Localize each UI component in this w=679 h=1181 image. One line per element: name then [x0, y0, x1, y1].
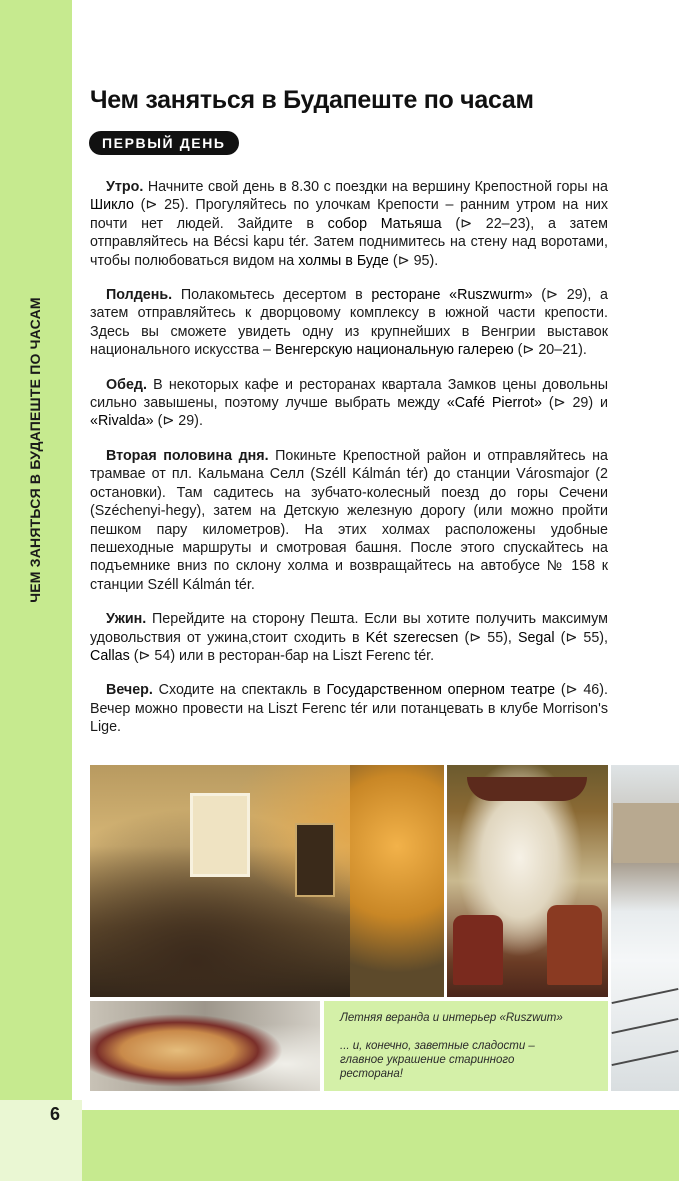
photo-detail — [612, 1050, 679, 1066]
photo-detail — [467, 777, 587, 801]
paragraph-noon — [90, 286, 608, 360]
paragraph-text: (⊳ 20–21). — [513, 342, 587, 359]
paragraph-text: (⊳ 22–23), а затем отправляйтесь на Bécsi kapu tér. Затем поднимитесь на стену над воротами, чтобы полюбоваться видом на — [90, 215, 608, 269]
place-name: Segal — [517, 629, 555, 646]
paragraph-text: (⊳ 29). — [153, 413, 203, 430]
paragraph-text: Начните свой день в 8.30 с поездки на вершину Крепостной горы на — [143, 179, 608, 195]
place-name: Két szerecsen — [365, 629, 459, 646]
place-name: Шикло — [90, 197, 134, 214]
photo-detail — [612, 988, 679, 1004]
paragraph-text: В некоторых кафе и ресторанах квартала Замков цены довольны сильно завышены, поэтому лучше выбрать между — [90, 376, 608, 412]
paragraph-lead: Ужин. — [106, 611, 147, 628]
sidebar-section-label-text: ЧЕМ ЗАНЯТЬСЯ В БУДАПЕШТЕ ПО ЧАСАМ — [27, 297, 44, 603]
caption-box — [324, 1001, 608, 1091]
paragraph-text: (⊳ 55), — [554, 629, 609, 646]
itinerary-text — [90, 178, 608, 753]
photo-detail — [295, 823, 335, 897]
place-name: ресторане «Ruszwurm» — [371, 287, 533, 304]
paragraph-text: (⊳ 95). — [388, 252, 439, 269]
place-name: Callas — [90, 647, 130, 664]
paragraph-lead: Обед. — [106, 376, 147, 393]
place-name: холмы в Буде — [298, 252, 389, 269]
bottom-band — [82, 1110, 679, 1181]
paragraph-text: (⊳ 29) и — [541, 395, 608, 412]
paragraph-text: (⊳ 46). Вечер можно провести на Liszt Ferenc tér или потанцевать в клубе Morrison's Lige. — [90, 682, 608, 736]
paragraph-text: Полакомьтесь десертом в — [172, 287, 372, 304]
day-badge: ПЕРВЫЙ ДЕНЬ — [89, 131, 239, 155]
paragraph-text: Покиньте Крепостной район и отправляйтесь на трамвае от пл. Кальмана Селл (Széll Kálmán tér) до станции Városmajor (2 остановки). Там садитесь на зубчато-колесный поезд до горы Сечени (Széchenyi-hegy), затем на Детскую железную дорогу (или можно пройти пешком пару километров). На этих холмах расположены удобные пешеходные маршруты и смотровая башня. После этого спускайтесь на подъемнике вниз по склону холма и возвращайтесь на автобусе № 158 к станции Széll Kálmán tér. — [90, 447, 609, 593]
photo-pastry — [90, 1001, 320, 1091]
paragraph-text: Перейдите на сторону Пешта. Если вы хотите получить максимум удовольствия от ужина,стоит сходить в — [90, 611, 608, 646]
photo-detail — [190, 793, 250, 877]
place-name: «Rivalda» — [90, 413, 154, 430]
photo-detail — [350, 765, 444, 997]
paragraph-lead: Утро. — [106, 179, 144, 195]
paragraph-text: (⊳ 54) или в ресторан-бар на Liszt Ferenc tér. — [129, 647, 435, 664]
photo-detail — [613, 803, 679, 863]
paragraph-morning — [90, 178, 608, 270]
place-name: Венгерскую национальную галерею — [274, 342, 514, 359]
photo-restaurant-interior — [447, 765, 608, 997]
paragraph-lead: Полдень. — [106, 287, 173, 304]
photo-detail — [612, 1018, 679, 1034]
sidebar-section-label — [22, 290, 48, 610]
paragraph-lead: Вторая половина дня. — [106, 447, 269, 464]
paragraph-lunch — [90, 376, 608, 431]
paragraph-afternoon — [90, 447, 608, 594]
caption-line: ... и, конечно, заветные сладости – главное украшение старинного ресторана! — [340, 1040, 535, 1080]
paragraph-text: Сходите на спектакль в — [152, 682, 327, 699]
photo-winter-square — [611, 765, 679, 1091]
photo-detail — [453, 915, 503, 985]
paragraph-lead: Вечер. — [106, 682, 153, 699]
paragraph-dinner — [90, 610, 608, 665]
place-name: Государственном оперном театре — [326, 682, 556, 699]
paragraph-text: (⊳ 55), — [458, 629, 518, 646]
photo-cafe-terrace — [90, 765, 444, 997]
place-name: собор Матьяша — [327, 215, 442, 232]
page-number-box — [0, 1100, 82, 1181]
place-name: «Café Pierrot» — [446, 395, 542, 412]
caption-line: Летняя веранда и интерьер «Ruszwum» — [340, 1012, 563, 1024]
paragraph-text: (⊳ 25). Прогуляйтесь по улочкам Крепости – ранним утром на них почти нет людей. Зайдите в — [90, 197, 608, 232]
paragraph-text: (⊳ 29), а затем отправляйтесь к дворцовому комплексу в южной части крепости. Здесь вы сможете увидеть одну из крупнейших в Венгрии выставок национального искусства – — [90, 287, 608, 359]
paragraph-evening — [90, 681, 608, 736]
photo-collage — [90, 765, 679, 1091]
page-title: Чем заняться в Будапеште по часам — [90, 86, 534, 114]
page-number: 6 — [50, 1104, 61, 1124]
photo-detail — [547, 905, 602, 985]
